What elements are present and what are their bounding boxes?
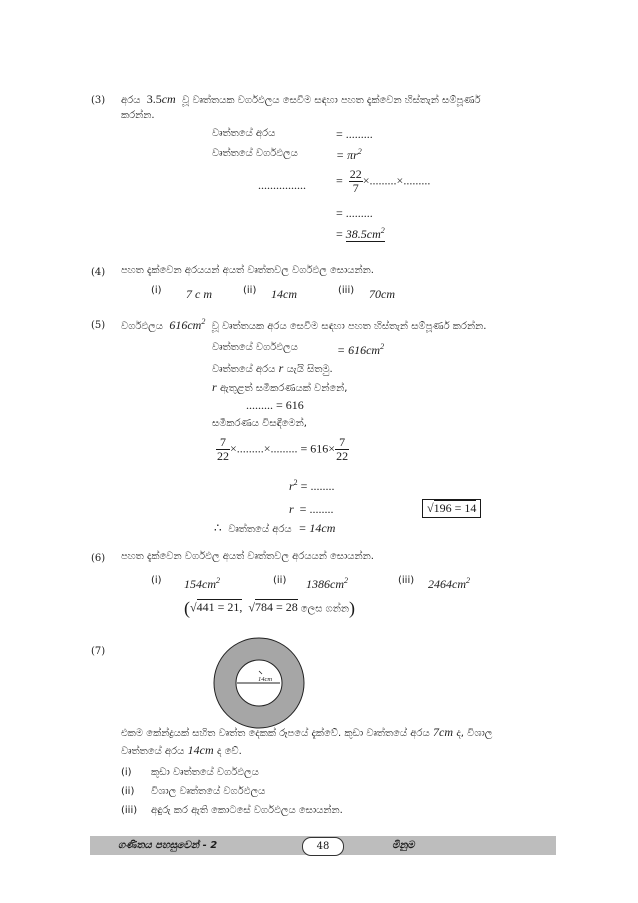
q5-text-a: වර්ගඵලය <box>121 321 163 332</box>
q7-item2-label: (ii) <box>121 786 135 797</box>
footer-book-title: ගණිතය පහසුවෙන් - 2 <box>118 840 218 851</box>
q4-item2-label: (ii) <box>243 285 257 296</box>
q5-step5: සමීකරණය විසඳීමෙන්, <box>212 418 307 429</box>
q6-item1-value: $154cm^2$ <box>184 576 220 591</box>
q6-number: (6) <box>91 553 106 564</box>
footer-chapter-title: මිනුම <box>392 840 415 851</box>
q3-row1-label: වෘත්තයේ අරය <box>212 128 276 139</box>
q5-step8: r = ........ <box>289 502 334 516</box>
q5-step1-label: වෘත්තයේ වර්ගඵලය <box>212 342 298 353</box>
q5-number: (5) <box>91 320 106 331</box>
q4-item1-label: (i) <box>151 285 162 296</box>
q3-row3-expression: = $\frac{22}{7}$ ×.........×......... <box>336 167 431 196</box>
q4-item3-value: 70cm <box>369 287 395 301</box>
q3-row5-answer: = $38.5cm^2$ <box>336 226 385 241</box>
q6-item3-label: (iii) <box>398 575 415 586</box>
q6-item1-label: (i) <box>151 575 162 586</box>
q7-item1-label: (i) <box>121 767 132 778</box>
q3-line1 <box>121 92 480 107</box>
q4-item3-label: (iii) <box>338 285 355 296</box>
concentric-circles-diagram <box>198 637 322 729</box>
q7-item3-text: අඳුරු කර ඇති කොටසේ වර්ගඵලය සොයන්න. <box>151 805 343 816</box>
q5-area: $616cm^2$ <box>169 317 206 332</box>
q4-number: (4) <box>91 267 106 278</box>
q7-line1: එකම කේන්ද්‍රයක් සහිත වෘත්ත දෙකක් රූපයේ දැක්වේ. කුඩා වෘත්තයේ අරය 7cm ද, විශාල <box>121 725 493 739</box>
q7-number: (7) <box>91 646 106 657</box>
q5-conclusion: ∴ වෘත්තයේ අරය = 14cm <box>214 521 336 535</box>
q5-step1-value: = $616cm^2$ <box>337 342 385 357</box>
q7-item1-text: කුඩා වෘත්තයේ වර්ගඵලය <box>151 767 259 778</box>
q3-line2: කරන්න. <box>121 110 155 121</box>
q5-sqrt-hint-box: √196 = 14 <box>422 499 481 518</box>
q5-step6-equation: $\frac{7}{22}$ ×.........×......... = 616× $\frac{7}{22}$ <box>217 435 349 464</box>
page-number: 48 <box>302 837 344 856</box>
q6-item3-value: $2464cm^2$ <box>428 576 470 591</box>
q5-step7: $r^2$ = ........ <box>289 478 335 493</box>
q3-radius: 3.5cm <box>146 92 176 106</box>
q5-step3: r ඇතුළත් සමීකරණයක් වන්නේ, <box>212 380 348 394</box>
q4-item1-value: 7 c m <box>186 287 212 301</box>
sqrt-symbol: √ <box>427 501 434 515</box>
q3-text-a: අරය <box>121 95 141 106</box>
q3-row4-value: = ......... <box>336 206 373 220</box>
q7-line2: වෘත්තයේ අරය 14cm ද වේ. <box>121 743 242 757</box>
q3-row1-value: = ......... <box>336 127 373 141</box>
q4-item2-value: 14cm <box>271 287 297 301</box>
q5-step2: වෘත්තයේ අරය r යැයි සිතමු. <box>212 361 333 375</box>
q5-fraction-right: $\frac{7}{22}$ <box>336 435 349 464</box>
q3-text-b: වූ වෘත්තයක වර්ගඵලය සෙවීම සඳහා පහත දැක්වෙන හිස්තැන් සම්පූර්ණ <box>182 95 481 106</box>
q7-item3-label: (iii) <box>121 805 138 816</box>
q3-answer-underlined: $38.5cm^2$ <box>345 226 385 241</box>
q3-number: (3) <box>91 95 106 106</box>
q5-text-b: වූ වෘත්තයක අරය සෙවීම සඳහා පහත හිස්තැන් සම්පූර්ණ කරන්න. <box>211 321 487 332</box>
q7-item2-text: විශාල වෘත්තයේ වර්ගඵලය <box>151 786 266 797</box>
q4-line1: පහත දැක්වෙන අරයයන් අයත් වෘත්තවල වර්ගඵල සොයන්න. <box>121 265 374 276</box>
q5-step4: ......... = 616 <box>246 398 304 412</box>
q6-hint: (√441 = 21, √784 = 28 ලෙස ගන්න) <box>184 598 355 618</box>
q5-line1 <box>121 317 486 333</box>
diagram-radius-label: 14cm <box>258 676 273 683</box>
q6-item2-value: $1386cm^2$ <box>306 576 348 591</box>
q5-fraction-left: $\frac{7}{22}$ <box>217 435 229 464</box>
q3-row2-value: = $\pi r^2$ <box>336 147 362 162</box>
q3-fraction: $\frac{22}{7}$ <box>349 167 362 196</box>
q3-row3-label: ................ <box>258 178 306 192</box>
q6-item2-label: (ii) <box>273 575 287 586</box>
q3-row2-label: වෘත්තයේ වර්ගඵලය <box>212 148 298 159</box>
q6-line1: පහත දැක්වෙන වර්ගඵල අයත් වෘත්තවල අරයයන් සොයන්න. <box>121 551 374 562</box>
